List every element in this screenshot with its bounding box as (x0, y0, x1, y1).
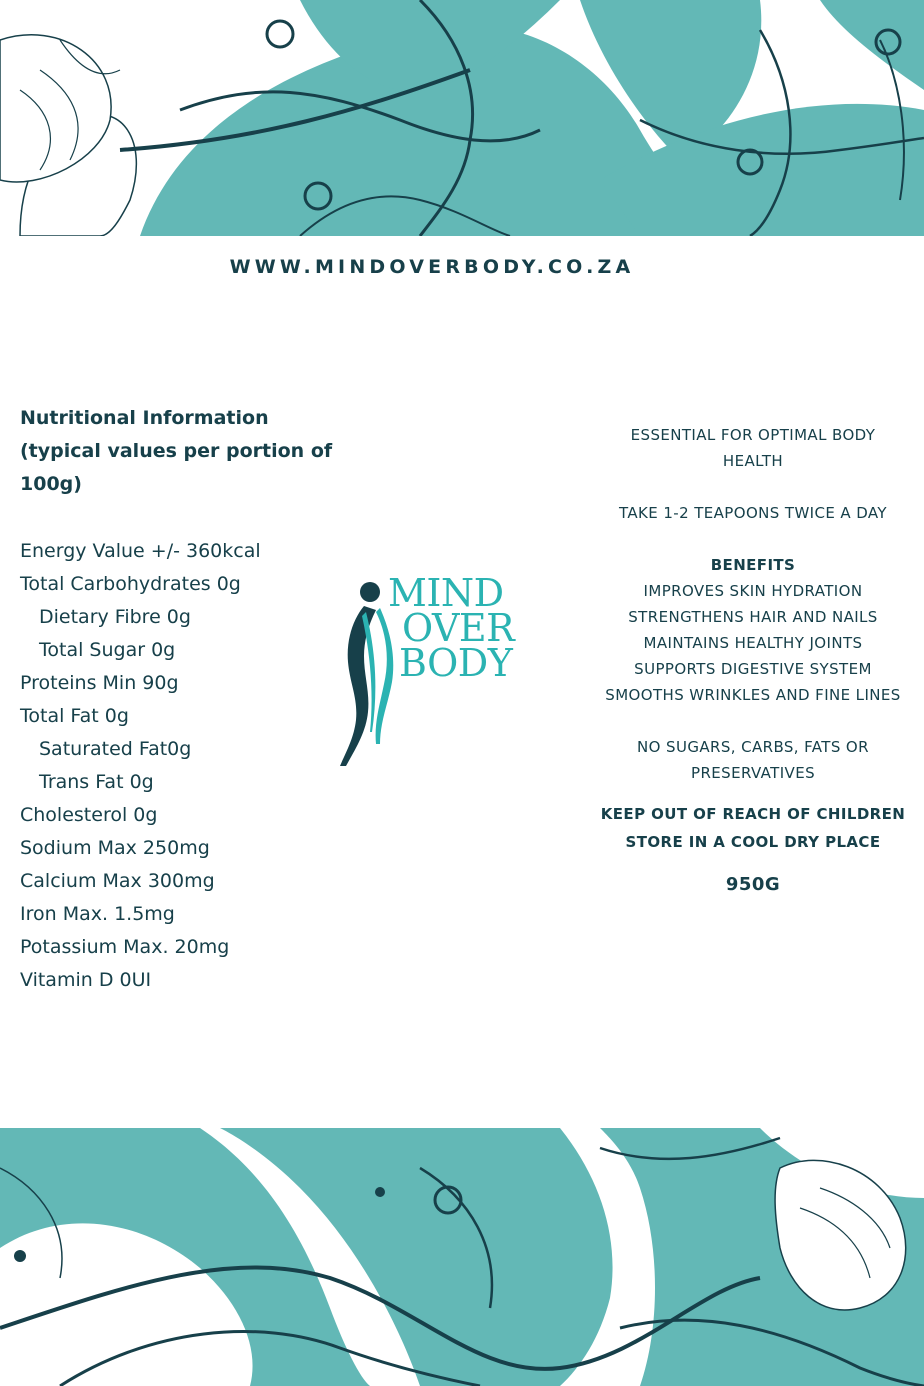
nutrition-item-saturated-fat: Saturated Fat0g (39, 738, 192, 760)
logo-word-body: BODY (399, 641, 513, 685)
nutrition-title-line: (typical values per portion of (20, 440, 333, 462)
bottom-floral-banner (0, 1128, 924, 1386)
benefit-item: IMPROVES SKIN HYDRATION (643, 582, 863, 600)
nutrition-item-potassium: Potassium Max. 20mg (20, 936, 230, 958)
essential-line: ESSENTIAL FOR OPTIMAL BODY (630, 426, 876, 444)
essential-line: HEALTH (722, 452, 784, 470)
warning-storage: STORE IN A COOL DRY PLACE (625, 833, 881, 851)
brand-logo (336, 572, 536, 768)
nutrition-item-dietary-fibre: Dietary Fibre 0g (39, 606, 191, 628)
logo-word-over: OVER (402, 606, 515, 650)
benefit-item: SMOOTHS WRINKLES AND FINE LINES (605, 686, 901, 704)
product-info-panel (582, 422, 924, 898)
nutrition-title-line: 100g) (20, 473, 82, 495)
nutrition-item-carbohydrates: Total Carbohydrates 0g (20, 573, 241, 595)
nutrition-item-proteins: Proteins Min 90g (20, 672, 179, 694)
nutrition-item-trans-fat: Trans Fat 0g (39, 771, 154, 793)
nutrition-item-calcium: Calcium Max 300mg (20, 870, 215, 892)
nutrition-title-line: Nutritional Information (20, 407, 269, 429)
logo-word-mind: MIND (388, 571, 504, 615)
benefit-item: SUPPORTS DIGESTIVE SYSTEM (634, 660, 872, 678)
nutrition-panel (20, 402, 360, 997)
nutrition-item-cholesterol: Cholesterol 0g (20, 804, 158, 826)
dosage-text: TAKE 1-2 TEAPOONS TWICE A DAY (619, 504, 887, 522)
no-additives-line: PRESERVATIVES (691, 764, 815, 782)
top-floral-banner (0, 0, 924, 236)
logo-wordmark (388, 571, 515, 685)
warning-children: KEEP OUT OF REACH OF CHILDREN (600, 805, 906, 823)
benefit-item: STRENGTHENS HAIR AND NAILS (628, 608, 878, 626)
nutrition-title (20, 402, 360, 501)
no-additives-line: NO SUGARS, CARBS, FATS OR (637, 738, 869, 756)
nutrition-item-energy: Energy Value +/- 360kcal (20, 540, 261, 562)
nutrition-item-iron: Iron Max. 1.5mg (20, 903, 175, 925)
website-url: WWW.MINDOVERBODY.CO.ZA (229, 256, 635, 278)
net-weight: 950G (725, 874, 781, 895)
benefits-heading: BENEFITS (710, 556, 796, 574)
benefit-item: MAINTAINS HEALTHY JOINTS (643, 634, 863, 652)
nutrition-list (20, 535, 360, 997)
nutrition-item-total-fat: Total Fat 0g (20, 705, 129, 727)
nutrition-item-vitamin-d: Vitamin D 0UI (20, 969, 152, 991)
nutrition-item-total-sugar: Total Sugar 0g (39, 639, 176, 661)
nutrition-item-sodium: Sodium Max 250mg (20, 837, 210, 859)
figure-icon (336, 572, 396, 768)
